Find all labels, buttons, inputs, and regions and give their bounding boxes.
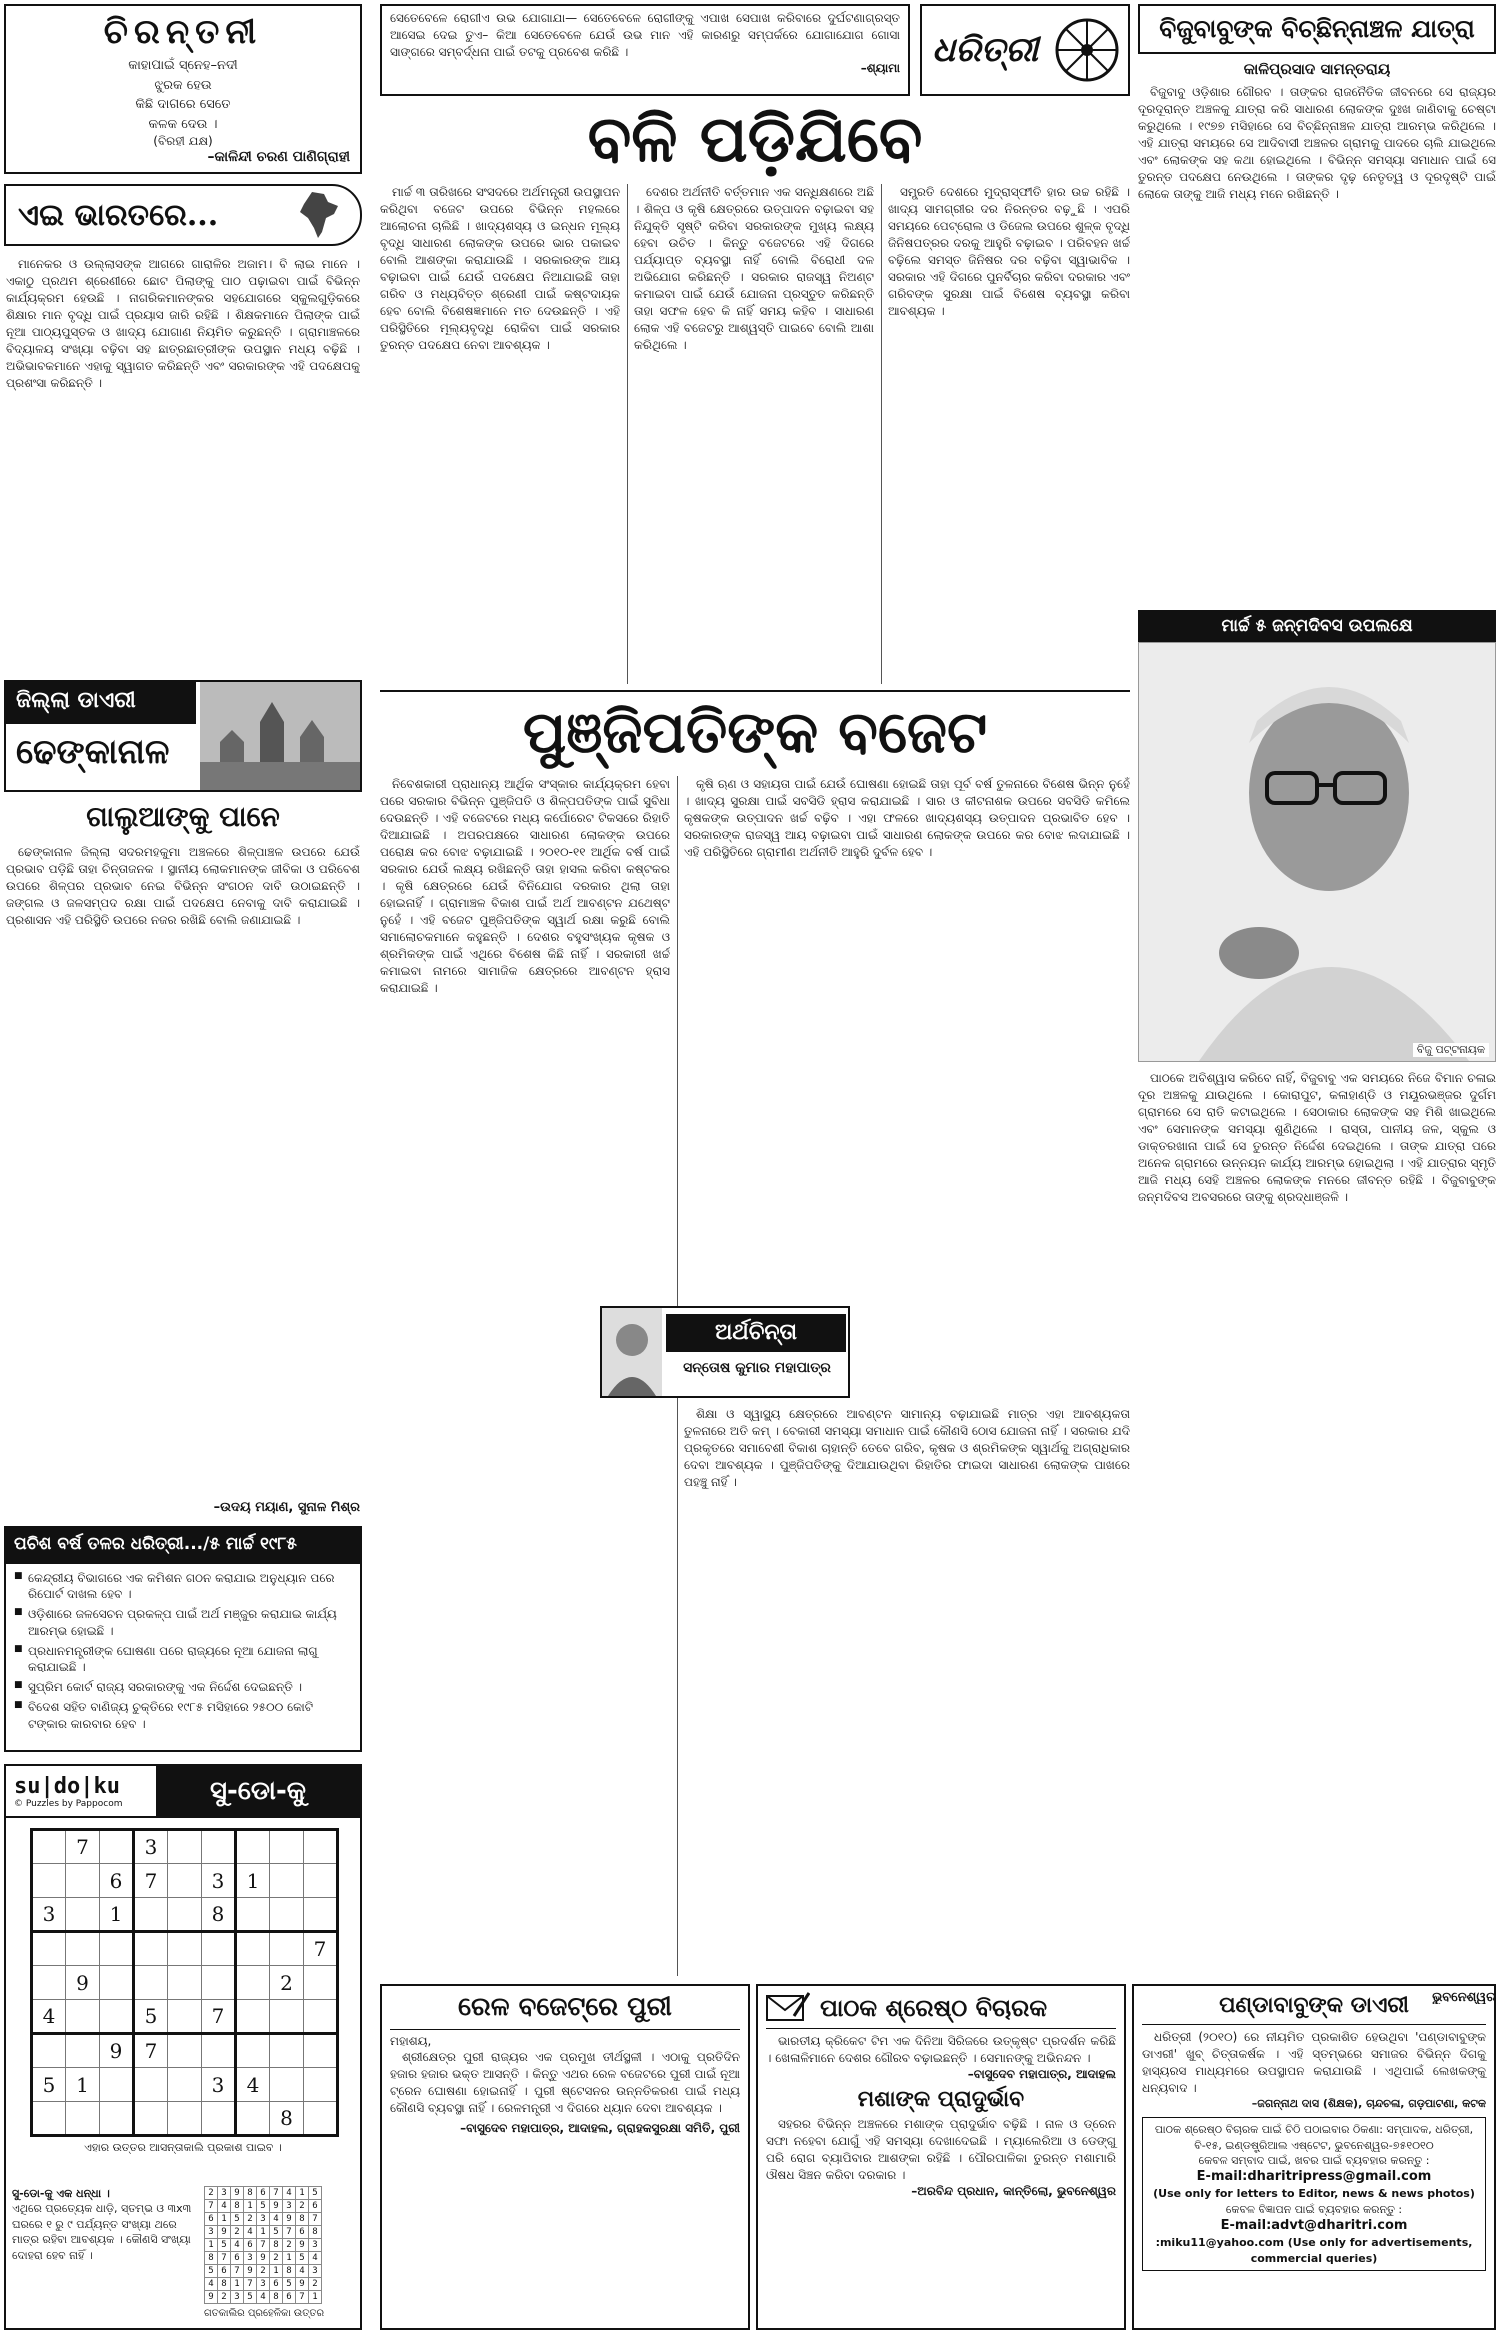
sudoku-cell[interactable] (304, 1898, 338, 1932)
answer-cell: 4 (205, 2278, 218, 2291)
biju-body1 (1138, 84, 1496, 604)
grid-row (32, 2034, 338, 2068)
sudoku-cell[interactable] (32, 2034, 66, 2068)
sudoku-cell[interactable]: 8 (202, 1898, 236, 1932)
answer-cell: 1 (283, 2252, 296, 2265)
answer-cell: 7 (205, 2200, 218, 2213)
zilla-diary-label: ଜିଲ୍ଲା ଡାଏରୀ (6, 682, 196, 724)
sudoku-cell[interactable] (66, 2000, 100, 2034)
zilla-headline: ଗାଲୁଆଙ୍କୁ ପାନେ (86, 800, 280, 833)
sudoku-grid[interactable] (30, 1828, 339, 2137)
answer-cell: 8 (270, 2239, 283, 2252)
ei-bharatare-body (6, 256, 360, 676)
grid-row (32, 2000, 338, 2034)
poem-line: କାହାପାଇଁ ସ୍ନେହ–ନଦୀ (128, 58, 238, 73)
twentyfive-years-box (4, 1526, 362, 1752)
top-blurb-signature: –ଶ୍ୟାମା (860, 61, 900, 76)
grid-row (32, 1830, 338, 1864)
answer-cell: 8 (205, 2252, 218, 2265)
sudoku-cell[interactable]: 1 (100, 1898, 134, 1932)
answer-cell: 3 (283, 2200, 296, 2213)
answer-cell: 2 (283, 2239, 296, 2252)
answer-cell: 2 (244, 2213, 257, 2226)
ei-bharatare-text: ମାନେକର ଓ ଉଲ୍ଲାସଙ୍କ ଆଗରେ ଗାରାଳିର ଅଜାମ। ବି ଲାଇ ମାନେ । ଏକାଠୁ ପ୍ରଥମ ଶ୍ରେଣୀରେ ଛୋଟ ପିଲାଙ୍କୁ ପାଠ ପଢ଼ାଇବା ପାଇଁ ବିଭିନ୍ନ କାର୍ଯ୍ୟକ୍ରମ ହେଉଛି । ନାଗରିକମାନଙ୍କର ସହଯୋଗରେ ସ୍କୁଲଗୁଡ଼ିକରେ ଶିକ୍ଷାର ମାନ ବୃଦ୍ଧି ପାଇଁ ପ୍ରୟାସ ଜାରି ରହିଛି । ଶିକ୍ଷକମାନେ ପିଲାଙ୍କ ପାଇଁ ନୂଆ ପାଠ୍ୟପୁସ୍ତକ ଓ ଖାଦ୍ୟ ଯୋଗାଣ ନିୟମିତ କରୁଛନ୍ତି । ଗ୍ରାମାଞ୍ଚଳରେ ବିଦ୍ୟାଳୟ ସଂଖ୍ୟା ବଢ଼ିବା ସହ ଛାତ୍ରଛାତ୍ରୀଙ୍କ ଉପସ୍ଥାନ ମଧ୍ୟ ବଢ଼ିଛି । ଅଭିଭାବକମାନେ ଏହାକୁ ସ୍ୱାଗତ କରିଛନ୍ତି ଏବଂ ସରକାରଙ୍କ ଏହି ପଦକ୍ଷେପକୁ ପ୍ରଶଂସା କରିଛନ୍ତି । (6, 257, 360, 391)
contact-line: ବି-୧୫, ଇଣ୍ଡଷ୍ଟ୍ରିଆଲ ଏଷ୍ଟେଟ, ଭୁବନେଶ୍ୱର-୭୫୧୦୧୦ (1194, 2138, 1434, 2152)
editorial-text: ଦେଶର ଅର୍ଥନୀତି ବର୍ତ୍ତମାନ ଏକ ସନ୍ଧିକ୍ଷଣରେ ଅଛି । ଶିଳ୍ପ ଓ କୃଷି କ୍ଷେତ୍ରରେ ଉତ୍ପାଦନ ବଢ଼ାଇବା ସହ ନିଯୁକ୍ତି ସୃଷ୍ଟି କରିବା ସରକାରଙ୍କ ମୁଖ୍ୟ ଲକ୍ଷ୍ୟ ହେବା ଉଚିତ । କିନ୍ତୁ ବଜେଟରେ ଏହି ଦିଗରେ ପର୍ଯ୍ୟାପ୍ତ ବ୍ୟବସ୍ଥା ନାହିଁ ବୋଲି ବିରୋଧୀ ଦଳ ଅଭିଯୋଗ କରିଛନ୍ତି । ସରକାର ରାଜସ୍ୱ ନିଅଣ୍ଟ କମାଇବା ପାଇଁ ଯେଉଁ ଯୋଜନା ପ୍ରସ୍ତୁତ କରିଛନ୍ତି ତାହା ସଫଳ ହେବ କି ନାହିଁ ସମୟ କହିବ । ସାଧାରଣ ଲୋକ ଏହି ବଜେଟରୁ ଆଶ୍ୱସ୍ତି ପାଇବେ ବୋଲି ଆଶା କରିଥିଲେ । (634, 185, 874, 353)
answer-cell: 3 (309, 2265, 322, 2278)
sudoku-cell[interactable] (270, 2034, 304, 2068)
contact-line: କେବଳ ସମ୍ବାଦ ପାଇଁ, ଖବର ପାଇଁ ବ୍ୟବହାର କରନ୍ତୁ : (1198, 2153, 1430, 2167)
answer-cell: 4 (244, 2226, 257, 2239)
rail-headline: ରେଳ ବଜେଟ୍‌ରେ ପୁରୀ (390, 1986, 740, 2030)
sudoku-cell[interactable] (236, 2034, 270, 2068)
poem-line: ଝୁରକ ହେଉ (154, 77, 212, 93)
answer-cell: 7 (231, 2265, 244, 2278)
answer-cell: 1 (244, 2200, 257, 2213)
byline-box (600, 1306, 850, 1398)
sudoku-cell[interactable] (32, 1864, 66, 1898)
answer-cell: 1 (270, 2265, 283, 2278)
answer-cell: 6 (218, 2265, 231, 2278)
rail-salutation: ମହାଶୟ, (390, 2034, 432, 2048)
answer-cell: 4 (270, 2213, 283, 2226)
sudoku-cell[interactable] (168, 1932, 202, 1966)
grid-row (32, 1864, 338, 1898)
rail-signature: –ବାସୁଦେବ ମହାପାତ୍ର, ଆଦାହଲ, ଗ୍ରାହକସୁରକ୍ଷା ସମିତି, ପୁରୀ (460, 2121, 740, 2136)
answer-cell: 2 (309, 2278, 322, 2291)
ads-label: କେବଳ ବିଜ୍ଞାପନ ପାଇଁ ବ୍ୟବହାର କରନ୍ତୁ : (1225, 2202, 1403, 2216)
editorial-col1 (380, 184, 620, 684)
budget-author: ସନ୍ତୋଷ କୁମାର ମହାପାତ୍ର (683, 1360, 831, 1376)
sudoku-cell[interactable]: 5 (134, 2000, 168, 2034)
grid-row (32, 1898, 338, 1932)
sudoku-cell[interactable] (304, 1966, 338, 2000)
sudoku-cell[interactable]: 9 (100, 2034, 134, 2068)
sudoku-cell[interactable]: 4 (236, 2068, 270, 2102)
answer-cell: 4 (296, 2265, 309, 2278)
sudoku-cell[interactable] (270, 2068, 304, 2102)
answer-cell: 1 (296, 2187, 309, 2200)
sudoku-cell[interactable]: 7 (304, 1932, 338, 1966)
sudoku-cell[interactable]: 3 (134, 1830, 168, 1864)
grid-row (205, 2291, 322, 2304)
top-blurb-box (380, 4, 910, 96)
answer-cell: 5 (283, 2278, 296, 2291)
rail-body: ଶ୍ରୀକ୍ଷେତ୍ର ପୁରୀ ରାଜ୍ୟର ଏକ ପ୍ରମୁଖ ତୀର୍ଥସ୍ଥଳୀ । ଏଠାକୁ ପ୍ରତିଦିନ ହଜାର ହଜାର ଭକ୍ତ ଆସନ୍ତି । କିନ୍ତୁ ଏଥର ରେଳ ବଜେଟରେ ପୁରୀ ପାଇଁ ନୂଆ ଟ୍ରେନ ଘୋଷଣା ହୋଇନାହିଁ । ପୁରୀ ଷ୍ଟେସନର ଉନ୍ନତିକରଣ ପାଇଁ ମଧ୍ୟ କୌଣସି ବ୍ୟବସ୍ଥା ନାହିଁ । ରେଳମନ୍ତ୍ରୀ ଏ ଦିଗରେ ଧ୍ୟାନ ଦେବା ଆବଶ୍ୟକ । (390, 2050, 740, 2116)
chirantani-title: ଚିରନ୍ତନୀ (103, 12, 263, 52)
grid-row (205, 2278, 322, 2291)
answer-cell: 4 (257, 2291, 270, 2304)
sudoku-cell[interactable] (236, 1830, 270, 1864)
ads-email-alt[interactable]: :miku11@yahoo.com (Use only for advertisements, commercial queries) (1155, 2236, 1473, 2265)
answer-cell: 1 (205, 2239, 218, 2252)
chirantani-author: –କାଳିନ୍ଦୀ ଚରଣ ପାଣିଗ୍ରାହୀ (207, 149, 350, 165)
answer-cell: 8 (283, 2265, 296, 2278)
budget-text: କୃଷି ଋଣ ଓ ସହାୟତା ପାଇଁ ଯେଉଁ ଘୋଷଣା ହୋଇଛି ତାହା ପୂର୍ବ ବର୍ଷ ତୁଳନାରେ ବିଶେଷ ଭିନ୍ନ ନୁହେଁ । ଖାଦ୍ୟ ସୁରକ୍ଷା ପାଇଁ ସବସିଡି ହ୍ରାସ କରାଯାଇଛି । ସାର ଓ କୀଟନାଶକ ଉପରେ ସବସିଡି କମିଲେ କୃଷକଙ୍କ ଉତ୍ପାଦନ ଖର୍ଚ୍ଚ ବଢ଼ିବ । ଏହା ଫଳରେ ଖାଦ୍ୟଶସ୍ୟ ଉତ୍ପାଦନ ପ୍ରଭାବିତ ହେବ । ସରକାରଙ୍କ ରାଜସ୍ୱ ଆୟ ବଢ଼ାଇବା ପାଇଁ ସାଧାରଣ ଲୋକଙ୍କ ଉପରେ କର ବୋଝ ଲଦାଯାଇଛି । ଏହି ପରିସ୍ଥିତିରେ ଗ୍ରାମୀଣ ଅର୍ଥନୀତି ଆହୁରି ଦୁର୍ବଳ ହେବ । (684, 777, 1130, 860)
sudoku-logo: su|do|ku (14, 1773, 120, 1799)
answer-cell: 7 (270, 2187, 283, 2200)
answer-cell: 3 (231, 2291, 244, 2304)
sudoku-cell[interactable] (168, 2034, 202, 2068)
list-item: ■ ସୁପ୍ରିମ କୋର୍ଟ ରାଜ୍ୟ ସରକାରଙ୍କୁ ଏକ ନିର୍ଦ୍ଦେଶ ଦେଇଛନ୍ତି । (14, 1679, 352, 1695)
portrait-image (1139, 643, 1495, 1061)
answer-cell: 6 (270, 2278, 283, 2291)
answer-cell: 2 (205, 2187, 218, 2200)
top-blurb: ସେତେବେଳେ ରୋଗୀଏ ଉଭ ଯୋଗାଯା— ସେତେବେଳେ ରୋଗୀଙ୍କୁ ଏପାଖ ସେପାଖ କରିବାରେ ଦୁର୍ଘଟଣାଗ୍ରସ୍ତ ଆସେଇ ଦେଇ ତୁଏ– କିଆ ସେତେବେଳେ ଯେଉଁ ଉଭ ମାନ ଏହି କାରଣରୁ ସମ୍ପର୍କରେ ଯୋଗାଯୋଗ ଗୋସା ସାଙ୍ଗରେ ସମ୍ବର୍ଦ୍ଧନା ପାଇଁ ତଟକୁ ପ୍ରବେଶ କରିଛି । (390, 11, 900, 60)
sudoku-cell[interactable] (270, 1830, 304, 1864)
answer-cell: 7 (244, 2278, 257, 2291)
list-item: ■ କେନ୍ଦ୍ରୀୟ ବିଭାଗରେ ଏକ କମିଶନ ଗଠନ କରାଯାଇ ଅନୁଧ୍ୟାନ ପରେ ରିପୋର୍ଟ ଦାଖଲ ହେବ । (14, 1570, 352, 1602)
answer-cell: 5 (244, 2291, 257, 2304)
answer-cell: 2 (296, 2200, 309, 2213)
answer-cell: 6 (231, 2252, 244, 2265)
sudoku-cell[interactable] (270, 1864, 304, 1898)
answer-cell: 6 (257, 2187, 270, 2200)
answer-cell: 6 (283, 2291, 296, 2304)
sudoku-cell[interactable]: 7 (66, 1830, 100, 1864)
answer-cell: 3 (257, 2213, 270, 2226)
sudoku-cell[interactable]: 5 (32, 2068, 66, 2102)
sudoku-title: ସୁ-ଡୋ-କୁ (156, 1766, 360, 1816)
zilla-text: ଢେଙ୍କାନାଳ ଜିଲ୍ଲା ସଦରମହକୁମା ଅଞ୍ଚଳରେ ଶିଳ୍ପାଞ୍ଚଳ ଉପରେ ଯେଉଁ ପ୍ରଭାବ ପଡ଼ିଛି ତାହା ଚିନ୍ତାଜନକ । ସ୍ଥାନୀୟ ଲୋକମାନଙ୍କ ଜୀବିକା ଓ ପରିବେଶ ଉପରେ ଶିଳ୍ପର ପ୍ରଭାବ ନେଇ ବିଭିନ୍ନ ସଂଗଠନ ଦାବି ଉଠାଇଛନ୍ତି । ଜଙ୍ଗଲ ଓ ଜଳସମ୍ପଦ ରକ୍ଷା ପାଇଁ ପଦକ୍ଷେପ ନେବାକୁ ଦାବି କରାଯାଇଛି । ପ୍ରଶାସନ ଏହି ପରିସ୍ଥିତି ଉପରେ ନଜର ରଖିଛି ବୋଲି ଜଣାଯାଇଛି । (6, 845, 360, 928)
answer-cell: 2 (257, 2265, 270, 2278)
reader-signature: –ବାସୁଦେବ ମହାପାତ୍ର, ଆଦାହଲ (967, 2067, 1116, 2082)
answer-cell: 4 (283, 2187, 296, 2200)
answer-cell: 5 (257, 2200, 270, 2213)
answer-cell: 1 (309, 2291, 322, 2304)
biju-headline: ବିଜୁବାବୁଙ୍କ ବିଚ୍ଛିନ୍ନାଞ୍ଚଳ ଯାତ୍ରା (1138, 4, 1496, 54)
answer-cell: 9 (270, 2200, 283, 2213)
reader-sub-signature: –ଅରବିନ୍ଦ ପ୍ରଧାନ, କାନ୍ତିଲୋ, ଭୁବନେଶ୍ୱର (911, 2184, 1116, 2199)
chirantani-poem (16, 56, 350, 134)
biju-photo (1138, 642, 1496, 1062)
grid-row (32, 1932, 338, 1966)
answer-cell: 3 (257, 2278, 270, 2291)
sudoku-cell[interactable] (32, 1966, 66, 2000)
answer-cell: 3 (205, 2226, 218, 2239)
sudoku-cell[interactable] (66, 2034, 100, 2068)
sudoku-cell[interactable] (32, 1830, 66, 1864)
answer-cell: 9 (296, 2239, 309, 2252)
answer-cell: 1 (231, 2278, 244, 2291)
biju-body2 (1138, 1070, 1496, 1990)
sudoku-prev-answer (204, 2186, 360, 2319)
sudoku-rules (12, 2186, 192, 2263)
list-item: ■ ପ୍ରଧାନମନ୍ତ୍ରୀଙ୍କ ଘୋଷଣା ପରେ ରାଜ୍ୟରେ ନୂଆ ଯୋଜନା ଲାଗୁ କରାଯାଇଛି । (14, 1643, 352, 1675)
sudoku-cell[interactable] (304, 2000, 338, 2034)
brand-logo: ଧରିତ୍ରୀ (932, 30, 1039, 70)
sudoku-cell[interactable]: 9 (66, 1966, 100, 2000)
sudoku-cell[interactable] (236, 2000, 270, 2034)
sudoku-cell[interactable] (134, 2102, 168, 2136)
budget-text: ଶିକ୍ଷା ଓ ସ୍ୱାସ୍ଥ୍ୟ କ୍ଷେତ୍ରରେ ଆବଣ୍ଟନ ସାମାନ୍ୟ ବଢ଼ାଯାଇଛି ମାତ୍ର ଏହା ଆବଶ୍ୟକତା ତୁଳନାରେ ଅତି କମ୍ । ବେକାରୀ ସମସ୍ୟା ସମାଧାନ ପାଇଁ କୌଣସି ଠୋସ ଯୋଜନା ନାହିଁ । ସରକାର ଯଦି ପ୍ରକୃତରେ ସମାବେଶୀ ବିକାଶ ଚାହାନ୍ତି ତେବେ ଗରିବ, କୃଷକ ଓ ଶ୍ରମିକଙ୍କ ସ୍ୱାର୍ଥକୁ ଅଗ୍ରାଧିକାର ଦେବା ଆବଶ୍ୟକ । ପୁଞ୍ଜିପତିଙ୍କୁ ଦିଆଯାଉଥିବା ରିହାତିର ଫାଇଦା ସାଧାରଣ ଲୋକଙ୍କ ପାଖରେ ପହଞ୍ଚୁ ନାହିଁ । (684, 1407, 1130, 1490)
sudoku-cell[interactable] (66, 1898, 100, 1932)
reader-headline: ପାଠକ ଶ୍ରେଷ୍ଠ ବିଚାରକ (820, 1992, 1048, 2022)
ei-bharatare-banner (4, 184, 362, 246)
sudoku-logo-block (6, 1770, 156, 1813)
sudoku-cell[interactable] (100, 2068, 134, 2102)
answer-cell: 6 (205, 2213, 218, 2226)
answer-cell: 9 (296, 2278, 309, 2291)
grid-row (32, 2102, 338, 2136)
sudoku-cell[interactable] (202, 1932, 236, 1966)
sudoku-cell[interactable] (168, 2068, 202, 2102)
sudoku-cell[interactable] (304, 2068, 338, 2102)
answer-cell: 7 (283, 2226, 296, 2239)
reader-sub-headline: ମଶାଙ୍କ ପ୍ରାଦୁର୍ଭାବ (857, 2086, 1025, 2113)
sudoku-cell[interactable] (66, 1932, 100, 1966)
budget-col3 (684, 1406, 1130, 1976)
poem-line: କଳକ ଦେଉ । (148, 116, 218, 132)
answer-cell: 4 (309, 2252, 322, 2265)
biju-text: ବିଜୁବାବୁ ଓଡ଼ିଶାର ଗୌରବ । ତାଙ୍କର ରାଜନୈତିକ ଜୀବନରେ ସେ ରାଜ୍ୟର ଦୂରଦୂରାନ୍ତ ଅଞ୍ଚଳକୁ ଯାତ୍ରା କରି ସାଧାରଣ ଲୋକଙ୍କ ଦୁଃଖ ଜାଣିବାକୁ ଚେଷ୍ଟା କରୁଥିଲେ । ୧୯୭୭ ମସିହାରେ ସେ ବିଚ୍ଛିନ୍ନାଞ୍ଚଳ ଯାତ୍ରା ଆରମ୍ଭ କରିଥିଲେ । ଏହି ଯାତ୍ରା ସମୟରେ ସେ ଆଦିବାସୀ ଅଞ୍ଚଳର ଗ୍ରାମକୁ ପାଦରେ ଚାଲି ଯାଇଥିଲେ ଏବଂ ଲୋକଙ୍କ ସହ କଥା ହୋଇଥିଲେ । ବିଭିନ୍ନ ସମସ୍ୟା ସମାଧାନ ପାଇଁ ସେ ତୁରନ୍ତ ପଦକ୍ଷେପ ନେଉଥିଲେ । ତାଙ୍କର ଦୃଢ଼ ନେତୃତ୍ୱ ଓ ଦୂରଦୃଷ୍ଟି ପାଇଁ ଲୋକେ ତାଙ୍କୁ ଆଜି ମଧ୍ୟ ମନେ ରଖିଛନ୍ତି । (1138, 85, 1496, 202)
answer-cell: 6 (296, 2226, 309, 2239)
sudoku-cell[interactable] (236, 1898, 270, 1932)
pandabau-headline: ପଣ୍ଡାବାବୁଙ୍କ ଡାଏରୀ (1142, 1986, 1486, 2025)
editor-email-note: (Use only for letters to Editor, news & news photos) (1153, 2187, 1475, 2201)
pandabau-body: ଧରିତ୍ରୀ (୨୦୧୦) ରେ ନୀୟମିତ ପ୍ରକାଶିତ ହେଉଥିବା 'ପଣ୍ଡାବାବୁଙ୍କ ଡାଏରୀ' ଖୁବ୍ ଚିତ୍ତାକର୍ଷକ । ଏହି ସ୍ତମ୍ଭରେ ସମାଜର ବିଭିନ୍ନ ଦିଗକୁ ହାସ୍ୟରସ ମାଧ୍ୟମରେ ଉପସ୍ଥାପନ କରାଯାଉଛି । ଏଥିପାଇଁ ଲେଖକଙ୍କୁ ଧନ୍ୟବାଦ । (1142, 2030, 1486, 2096)
answer-cell: 3 (244, 2252, 257, 2265)
grid-row (205, 2252, 322, 2265)
biju-text: ପାଠକେ ଅବିଶ୍ୱାସ କରିବେ ନାହିଁ, ବିଜୁବାବୁ ଏକ ସମୟରେ ନିଜେ ବିମାନ ଚଳାଇ ଦୂର ଅଞ୍ଚଳକୁ ଯାଉଥିଲେ । କୋରାପୁଟ, କଳାହାଣ୍ଡି ଓ ମୟୂରଭଞ୍ଜର ଦୁର୍ଗମ ଗ୍ରାମରେ ସେ ରାତି କଟାଇଥିଲେ । ସେଠାକାର ଲୋକଙ୍କ ସହ ମିଶି ଖାଇଥିଲେ ଏବଂ ସେମାନଙ୍କ ସମସ୍ୟା ଶୁଣିଥିଲେ । ରାସ୍ତା, ପାନୀୟ ଜଳ, ସ୍କୁଲ ଓ ଡାକ୍ତରଖାନା ପାଇଁ ସେ ତୁରନ୍ତ ନିର୍ଦ୍ଦେଶ ଦେଇଥିଲେ । ତାଙ୍କ ଯାତ୍ରା ପରେ ଅନେକ ଗ୍ରାମରେ ଉନ୍ନୟନ କାର୍ଯ୍ୟ ଆରମ୍ଭ ହୋଇଥିଲା । ଏହି ଯାତ୍ରାର ସ୍ମୃତି ଆଜି ମଧ୍ୟ ସେହି ଅଞ୍ଚଳର ଲୋକଙ୍କ ମନରେ ଜୀବନ୍ତ ରହିଛି । ବିଜୁବାବୁଙ୍କ ଜନ୍ମଦିବସ ଅବସରରେ ତାଙ୍କୁ ଶ୍ରଦ୍ଧାଞ୍ଜଳି । (1138, 1071, 1496, 1205)
grid-row (205, 2239, 322, 2252)
list-item: ■ ବିଦେଶ ସହିତ ବାଣିଜ୍ୟ ଚୁକ୍ତିରେ ୧୯୮୫ ମସିହାରେ ୨୫୦୦ କୋଟି ଟଙ୍କାର କାରବାର ହେବ । (14, 1699, 352, 1731)
answer-cell: 3 (309, 2239, 322, 2252)
sudoku-cell[interactable] (270, 2000, 304, 2034)
sudoku-cell[interactable] (100, 1966, 134, 2000)
editor-email[interactable]: E-mail:dharitripress@gmail.com (1196, 2169, 1432, 2185)
sudoku-cell[interactable] (304, 1830, 338, 1864)
answer-cell: 1 (257, 2226, 270, 2239)
sudoku-cell[interactable] (236, 2102, 270, 2136)
pandabau-signature: –ଜଗନ୍ନାଥ ଦାସ (ଶିକ୍ଷକ), ଚାନ୍ଦଚଳା, ଗଡ଼ପାଟଣା, କଟକ (1251, 2097, 1486, 2111)
budget-headline: ପୁଞ୍ଜିପତିଙ୍କ ବଜେଟ (522, 698, 988, 766)
sudoku-answer-note: ଏହାର ଉତ୍ତର ଆସନ୍ତାକାଲି ପ୍ରକାଶ ପାଇବ । (84, 2141, 282, 2154)
sudoku-cell[interactable] (202, 1966, 236, 2000)
photo-caption: ବିଜୁ ପଟ୍ଟନାୟକ (1413, 1043, 1489, 1057)
answer-cell: 5 (270, 2226, 283, 2239)
chakra-icon (1052, 15, 1122, 85)
answer-cell: 5 (309, 2187, 322, 2200)
answer-cell: 8 (270, 2291, 283, 2304)
twentyfive-years-list (6, 1564, 360, 1742)
answer-cell: 3 (218, 2187, 231, 2200)
sudoku-rules-title: ସୁ-ଡୋ-କୁ ଏକ ଧନ୍ଧା । (12, 2187, 110, 2200)
sudoku-cell[interactable] (134, 1898, 168, 1932)
temple-photo (200, 682, 360, 790)
answer-cell: 8 (231, 2200, 244, 2213)
list-item: ■ ଓଡ଼ିଶାରେ ଜଳସେଚନ ପ୍ରକଳ୍ପ ପାଇଁ ଅର୍ଥ ମଞ୍ଜୁର କରାଯାଇ କାର୍ଯ୍ୟ ଆରମ୍ଭ ହୋଇଛି । (14, 1606, 352, 1638)
sudoku-cell[interactable]: 1 (236, 1864, 270, 1898)
answer-cell: 9 (205, 2291, 218, 2304)
answer-cell: 7 (309, 2213, 322, 2226)
previous-answer-grid (204, 2186, 322, 2304)
sudoku-cell[interactable]: 3 (32, 1898, 66, 1932)
brand-block (920, 4, 1130, 96)
sudoku-cell[interactable] (168, 2000, 202, 2034)
sudoku-cell[interactable] (236, 1966, 270, 2000)
sudoku-cell[interactable]: 7 (134, 2034, 168, 2068)
pandabau-box (1132, 1984, 1496, 2330)
answer-cell: 9 (283, 2213, 296, 2226)
biju-place: ଭୁବନେଶ୍ୱର (1432, 1990, 1496, 2004)
sudoku-cell[interactable] (32, 1932, 66, 1966)
sudoku-cell[interactable] (202, 2034, 236, 2068)
sudoku-box (4, 1764, 362, 2330)
sudoku-cell[interactable] (100, 2000, 134, 2034)
answer-cell: 8 (296, 2213, 309, 2226)
india-map-icon (292, 188, 346, 242)
sudoku-cell[interactable] (32, 2102, 66, 2136)
editorial-col2 (634, 184, 874, 684)
photo-banner: ମାର୍ଚ୍ଚ ୫ ଜନ୍ମଦିବସ ଉପଲକ୍ଷେ (1138, 610, 1496, 642)
grid-row (205, 2187, 322, 2200)
sudoku-cell[interactable]: 7 (134, 1864, 168, 1898)
answer-cell: 9 (257, 2252, 270, 2265)
reader-sub-body: ସହରର ବିଭିନ୍ନ ଅଞ୍ଚଳରେ ମଶାଙ୍କ ପ୍ରାଦୁର୍ଭାବ ବଢ଼ିଛି । ନାଳ ଓ ଡ୍ରେନ ସଫା ନହେବା ଯୋଗୁଁ ଏହି ସମସ୍ୟା ଦେଖାଦେଇଛି । ମ୍ୟାଲେରିଆ ଓ ଡେଙ୍ଗୁ ପରି ରୋଗ ବ୍ୟାପିବାର ଆଶଙ୍କା ରହିଛି । ପୌରପାଳିକା ତୁରନ୍ତ ମଶାମାରି ଔଷଧ ସିଞ୍ଚନ କରିବା ଦରକାର । (766, 2117, 1116, 2183)
answer-cell: 7 (257, 2239, 270, 2252)
reader-corner-box (756, 1984, 1126, 2330)
sudoku-cell[interactable]: 8 (270, 2102, 304, 2136)
poem-line: କିଛି ଦାଗରେ ସେତେ (135, 97, 231, 112)
answer-cell: 9 (218, 2226, 231, 2239)
answer-cell: 8 (218, 2278, 231, 2291)
sudoku-cell[interactable] (134, 2068, 168, 2102)
sudoku-credit: © Puzzles by Pappocom (14, 1798, 123, 1809)
budget-text: ନିବେଶକାରୀ ପ୍ରାଧାନ୍ୟ ଆର୍ଥିକ ସଂସ୍କାର କାର୍ଯ୍ୟକ୍ରମ ହେବା ପରେ ସରକାର ବିଭିନ୍ନ ପୁଞ୍ଜିପତି ଓ ଶିଳ୍ପପତିଙ୍କ ପାଇଁ ସୁବିଧା ଦେଉଛନ୍ତି । ଏହି ବଜେଟରେ ମଧ୍ୟ କର୍ପୋରେଟ ଟିକସରେ ରିହାତି ଦିଆଯାଇଛି । ଅପରପକ୍ଷରେ ସାଧାରଣ ଲୋକଙ୍କ ଉପରେ ପରୋକ୍ଷ କର ବୋଝ ବଢ଼ାଯାଇଛି । ୨୦୧୦-୧୧ ଆର୍ଥିକ ବର୍ଷ ପାଇଁ ସରକାର ଯେଉଁ ଲକ୍ଷ୍ୟ ରଖିଛନ୍ତି ତାହା ହାସଲ କରିବା କଷ୍ଟକର । କୃଷି କ୍ଷେତ୍ରରେ ଯେଉଁ ବିନିଯୋଗ ଦରକାର ଥିଲା ତାହା ହୋଇନାହିଁ । ଗ୍ରାମାଞ୍ଚଳ ବିକାଶ ପାଇଁ ଅର୍ଥ ଆବଣ୍ଟନ ଯଥେଷ୍ଟ ନୁହେଁ । ଏହି ବଜେଟ ପୁଞ୍ଜିପତିଙ୍କ ସ୍ୱାର୍ଥ ରକ୍ଷା କରୁଛି ବୋଲି ସମାଲୋଚକମାନେ କହୁଛନ୍ତି । ଦେଶର ବହୁସଂଖ୍ୟକ କୃଷକ ଓ ଶ୍ରମିକଙ୍କ ପାଇଁ ଏଥିରେ ବିଶେଷ କିଛି ନାହିଁ । ସରକାରୀ ଖର୍ଚ୍ଚ କମାଇବା ନାମରେ ସାମାଜିକ କ୍ଷେତ୍ରରେ ଆବଣ୍ଟନ ହ୍ରାସ କରାଯାଇଛି । (380, 777, 670, 996)
sudoku-cell[interactable] (66, 2102, 100, 2136)
sudoku-cell[interactable]: 3 (202, 2068, 236, 2102)
answer-cell: 1 (218, 2213, 231, 2226)
sudoku-cell[interactable] (168, 1864, 202, 1898)
answer-cell: 8 (244, 2187, 257, 2200)
sudoku-rules-text: ଏଥିରେ ପ୍ରତ୍ୟେକ ଧାଡ଼ି, ସ୍ତମ୍ଭ ଓ ୩x୩ ଘରରେ ୧ ରୁ ୯ ପର୍ଯ୍ୟନ୍ତ ସଂଖ୍ୟା ଥରେ ମାତ୍ର ରହିବା ଆବଶ୍ୟକ । କୌଣସି ସଂଖ୍ୟା ଦୋହରା ହେବ ନାହିଁ । (12, 2202, 192, 2262)
answer-cell: 7 (296, 2291, 309, 2304)
sudoku-cell[interactable] (270, 1898, 304, 1932)
reader-body: ଭାରତୀୟ କ୍ରିକେଟ ଟିମ ଏକ ଦିନିଆ ସିରିଜରେ ଉତ୍କୃଷ୍ଟ ପ୍ରଦର୍ଶନ କରିଛି । ଖେଳାଳିମାନେ ଦେଶର ଗୌରବ ବଢ଼ାଇଛନ୍ତି । ସେମାନଙ୍କୁ ଅଭିନନ୍ଦନ । (766, 2034, 1116, 2066)
sudoku-cell[interactable] (202, 2102, 236, 2136)
answer-cell: 5 (231, 2213, 244, 2226)
sudoku-header (6, 1766, 360, 1818)
rail-budget-box (380, 1984, 750, 2330)
answer-cell: 9 (244, 2265, 257, 2278)
answer-cell: 7 (218, 2252, 231, 2265)
reader-header (766, 1986, 1116, 2029)
answer-cell: 2 (231, 2226, 244, 2239)
sudoku-cell[interactable] (304, 2034, 338, 2068)
grid-row (205, 2200, 322, 2213)
sudoku-cell[interactable]: 6 (100, 1864, 134, 1898)
twentyfive-years-title: ପଚିଶ ବର୍ଷ ତଳର ଧରିତ୍ରୀ.../୫ ମାର୍ଚ୍ଚ ୧୯୮୫ (6, 1528, 360, 1564)
sudoku-cell[interactable] (270, 1932, 304, 1966)
sudoku-cell[interactable]: 2 (270, 1966, 304, 2000)
sudoku-cell[interactable]: 4 (32, 2000, 66, 2034)
contact-line: ପାଠକ ଶ୍ରେଷ୍ଠ ବିଚାରକ ପାଇଁ ଚିଠି ପଠାଇବାର ଠିକଣା: ସମ୍ପାଦକ, ଧରିତ୍ରୀ, (1154, 2123, 1474, 2137)
grid-row (205, 2226, 322, 2239)
sudoku-cell[interactable] (66, 1864, 100, 1898)
answer-cell: 9 (231, 2187, 244, 2200)
sudoku-cell[interactable] (134, 1966, 168, 2000)
sudoku-cell[interactable] (134, 1932, 168, 1966)
sudoku-cell[interactable] (304, 2102, 338, 2136)
column-label: ଅର୍ଥଚିନ୍ତା (666, 1314, 846, 1352)
sudoku-cell[interactable] (304, 1864, 338, 1898)
zilla-signature: –ଉଦୟ ମୟାଣ, ସୁନାଳ ମିଶ୍ର (213, 1500, 360, 1515)
district-name: ଢେଙ୍କାନାଳ (16, 732, 170, 772)
sudoku-cell[interactable] (100, 1932, 134, 1966)
grid-row (32, 2068, 338, 2102)
ei-bharatare-title: ଏଇ ଭାରତରେ... (18, 197, 219, 233)
answer-cell: 2 (270, 2252, 283, 2265)
sudoku-cell[interactable] (202, 1830, 236, 1864)
answer-cell: 5 (296, 2252, 309, 2265)
answer-cell: 6 (309, 2200, 322, 2213)
sudoku-cell[interactable] (100, 2102, 134, 2136)
editorial-text: ସମ୍ପ୍ରତି ଦେଶରେ ମୁଦ୍ରାସ୍ଫୀତି ହାର ଉଚ୍ଚ ରହିଛି । ଖାଦ୍ୟ ସାମଗ୍ରୀର ଦର ନିରନ୍ତର ବଢ଼ୁଛି । ଏପରି ସମୟରେ ପେଟ୍ରୋଲ ଓ ଡିଜେଲ ଉପରେ ଶୁଳ୍କ ବୃଦ୍ଧି ଜିନିଷପତ୍ରର ଦରକୁ ଆହୁରି ବଢ଼ାଇବ । ପରିବହନ ଖର୍ଚ୍ଚ ବଢ଼ିଲେ ସମସ୍ତ ଜିନିଷର ଦର ବଢ଼ିବା ସ୍ୱାଭାବିକ । ସରକାର ଏହି ଦିଗରେ ପୁନର୍ବିଚାର କରିବା ଦରକାର ଏବଂ ଗରିବଙ୍କ ସୁରକ୍ଷା ପାଇଁ ବିଶେଷ ବ୍ୟବସ୍ଥା କରିବା ଆବଶ୍ୟକ । (888, 185, 1130, 319)
envelope-pen-icon (766, 1992, 810, 2022)
answer-cell: 4 (218, 2200, 231, 2213)
chirantani-source: (ବିରହୀ ଯକ୍ଷ) (153, 134, 213, 148)
prev-answer-label: ଗତକାଲିର ପ୍ରହେଳିକା ଉତ୍ତର (204, 2308, 325, 2319)
answer-cell: 6 (244, 2239, 257, 2252)
sudoku-cell[interactable] (168, 1966, 202, 2000)
grid-row (32, 1966, 338, 2000)
sudoku-cell[interactable] (236, 1932, 270, 1966)
answer-cell: 4 (231, 2239, 244, 2252)
grid-row (205, 2213, 322, 2226)
answer-cell: 8 (309, 2226, 322, 2239)
ads-email[interactable]: E-mail:advt@dharitri.com (1220, 2218, 1408, 2234)
biju-article (1138, 4, 1496, 2004)
editorial-text: ମାର୍ଚ୍ଚ ୩ ତାରିଖରେ ସଂସଦରେ ଅର୍ଥମନ୍ତ୍ରୀ ଉପସ୍ଥାପନ କରିଥିବା ବଜେଟ ଉପରେ ବିଭିନ୍ନ ମହଲରେ ଆଲୋଚନା ଚାଲିଛି । ଖାଦ୍ୟଶସ୍ୟ ଓ ଇନ୍ଧନ ମୂଲ୍ୟ ବୃଦ୍ଧି ସାଧାରଣ ଲୋକଙ୍କ ଉପରେ ଭାର ପକାଇବ ବୋଲି ଆଶଙ୍କା କରାଯାଉଛି । ସରକାରଙ୍କ ଆୟ ବଢ଼ାଇବା ପାଇଁ ଯେଉଁ ପଦକ୍ଷେପ ନିଆଯାଇଛି ତାହା ଗରିବ ଓ ମଧ୍ୟବିତ୍ତ ଶ୍ରେଣୀ ପାଇଁ କଷ୍ଟଦାୟକ ହେବ ବୋଲି ବିଶେଷଜ୍ଞମାନେ ମତ ଦେଉଛନ୍ତି । ଏହି ପରିସ୍ଥିତିରେ ମୂଲ୍ୟବୃଦ୍ଧି ରୋକିବା ପାଇଁ ସରକାର ତୁରନ୍ତ ପଦକ୍ଷେପ ନେବା ଆବଶ୍ୟକ । (380, 185, 620, 353)
zilla-diary-box (4, 680, 362, 792)
sudoku-cell[interactable] (100, 1830, 134, 1864)
sudoku-cell[interactable]: 7 (202, 2000, 236, 2034)
answer-cell: 2 (218, 2291, 231, 2304)
editorial-col3 (888, 184, 1130, 684)
contact-box (1142, 2117, 1486, 2271)
zilla-body (6, 844, 360, 1494)
sudoku-cell[interactable] (168, 2102, 202, 2136)
sudoku-cell[interactable] (168, 1898, 202, 1932)
author-photo (602, 1308, 662, 1396)
answer-cell: 5 (205, 2265, 218, 2278)
chirantani-box (4, 4, 362, 174)
main-headline: ବଳି ପଡ଼ିଯିବେ (587, 102, 923, 177)
budget-col2 (684, 776, 1130, 1296)
sudoku-cell[interactable]: 3 (202, 1864, 236, 1898)
sudoku-cell[interactable] (168, 1830, 202, 1864)
grid-row (205, 2265, 322, 2278)
sudoku-cell[interactable]: 1 (66, 2068, 100, 2102)
answer-cell: 5 (218, 2239, 231, 2252)
biju-author: କାଳିପ୍ରସାଦ ସାମନ୍ତରାୟ (1243, 60, 1391, 78)
